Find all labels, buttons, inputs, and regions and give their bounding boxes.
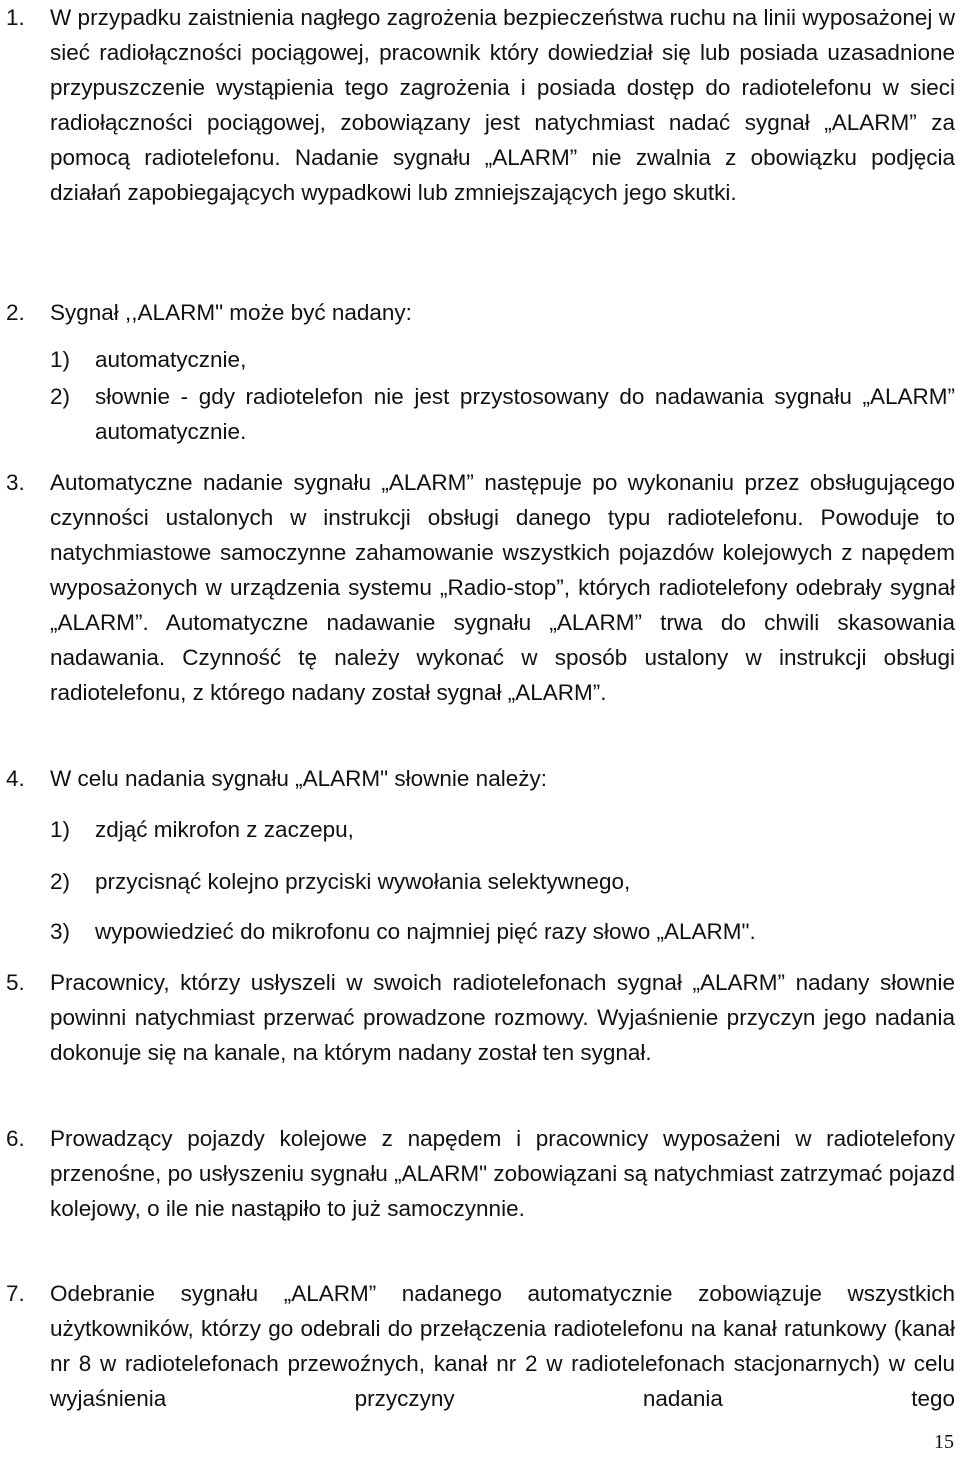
item-body [50,465,955,710]
item-body [50,1276,955,1416]
sub-item-text: automatycznie, [95,347,247,372]
item-number: 1. [6,5,25,30]
sub-item-2-2 [50,379,955,449]
paragraph: Sygnał ,,ALARM" może być nadany: [50,300,412,325]
paragraph: W celu nadania sygnału „ALARM" słownie należy: [50,766,547,791]
sub-item-number: 3) [50,919,71,944]
page-number: 15 [934,1431,954,1453]
paragraph: Pracownicy, którzy usłyszeli w swoich radiotelefonach sygnał „ALARM” nadany słownie powinni natychmiast przerwać prowadzone rozmowy. Wyjaśnienie przyczyn jego nadania dokonuje się na kanale, na którym nadany został ten sygnał. [50,970,955,1065]
paragraph: Automatyczne nadanie sygnału „ALARM” następuje po wykonaniu przez obsługującego czynności ustalonych w instrukcji obsługi danego typu radiotelefonu. Powoduje to natychmiastowe samoczynne zahamowanie wszystkich pojazdów kolejowych z napędem wyposażonych w urządzenia systemu „Radio-stop”, których radiotelefony odebrały sygnał „ALARM”. Automatyczne nadawanie sygnału „ALARM” trwa do chwili skasowania nadawania. Czynność tę należy wykonać w sposób ustalony w instrukcji obsługi radiotelefonu, z którego nadany został sygnał „ALARM”. [50,470,955,705]
item-number: 5. [6,970,25,995]
sub-item-text: słownie - gdy radiotelefon nie jest przystosowany do nadawania sygnału „ALARM” automatycznie. [95,384,955,444]
item-number: 2. [6,300,25,325]
sub-item-number: 2) [50,869,71,894]
item-body [50,965,955,1070]
item-number: 3. [6,470,25,495]
item-number: 7. [6,1281,25,1306]
sub-item-number: 1) [50,817,71,842]
item-body [50,0,955,210]
sub-item-text: wypowiedzieć do mikrofonu co najmniej pięć razy słowo „ALARM". [95,919,756,944]
item-body [50,295,955,330]
sub-item-number: 1) [50,347,71,372]
item-number: 4. [6,766,25,791]
sub-item-4-1 [50,812,955,847]
sub-item-text: przycisnąć kolejno przyciski wywołania selektywnego, [95,869,631,894]
sub-item-text: zdjąć mikrofon z zaczepu, [95,817,354,842]
item-body [50,1121,955,1226]
paragraph: W przypadku zaistnienia nagłego zagrożenia bezpieczeństwa ruchu na linii wyposażonej w sieć radiołączności pociągowej, pracownik który dowiedział się lub posiada uzasadnione przypuszczenie wystąpienia tego zagrożenia i posiada dostęp do radiotelefonu w sieci radiołączności pociągowej, zobowiązany jest natychmiast nadać sygnał „ALARM” za pomocą radiotelefonu. Nadanie sygnału „ALARM” nie zwalnia z obowiązku podjęcia działań zapobiegających wypadkowi lub zmniejszających jego skutki. [50,5,955,205]
paragraph: Prowadzący pojazdy kolejowe z napędem i pracownicy wyposażeni w radiotelefony przenośne, po usłyszeniu sygnału „ALARM" zobowiązani są natychmiast zatrzymać pojazd kolejowy, o ile nie nastąpiło to już samoczynnie. [50,1126,955,1221]
sub-item-4-2 [50,864,955,899]
item-body [50,761,955,796]
paragraph: Odebranie sygnału „ALARM” nadanego automatycznie zobowiązuje wszystkich użytkowników, którzy go odebrali do przełączenia radiotelefonu na kanał ratunkowy (kanał nr 8 w radiotelefonach przewoźnych, kanał nr 2 w radiotelefonach stacjonarnych) w celu wyjaśnienia przyczyny nadania tego [50,1281,955,1411]
sub-item-number: 2) [50,384,71,409]
item-number: 6. [6,1126,25,1151]
sub-item-2-1 [50,342,955,377]
sub-item-4-3 [50,914,955,949]
